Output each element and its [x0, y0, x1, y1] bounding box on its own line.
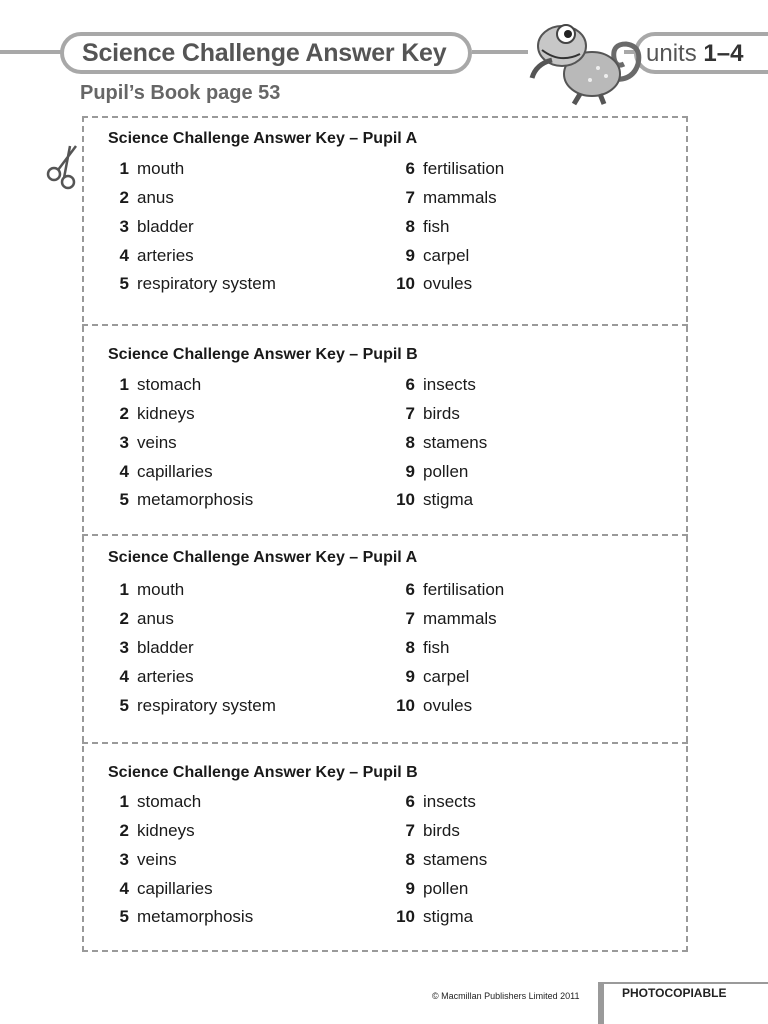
answer-text: bladder: [137, 217, 194, 236]
answer-text: fertilisation: [423, 580, 505, 599]
answer-text: arteries: [137, 667, 194, 686]
section-divider: [82, 534, 688, 536]
copyright-notice: © Macmillan Publishers Limited 2011: [432, 991, 580, 1001]
answer-number: 4: [119, 879, 129, 898]
answer-number: 10: [396, 490, 415, 509]
answer-text: fish: [423, 638, 450, 657]
answer-text: fish: [423, 217, 450, 236]
answer-item: [119, 462, 213, 484]
answer-text: mammals: [423, 188, 497, 207]
page-title-frame: [60, 32, 472, 74]
answer-number: 1: [119, 580, 129, 599]
section-divider: [82, 742, 688, 744]
answer-item: [405, 821, 460, 843]
answer-item: [119, 404, 195, 426]
answer-text: stomach: [137, 792, 202, 811]
answer-number: 3: [119, 217, 129, 236]
answer-number: 1: [119, 375, 129, 394]
answer-text: stigma: [423, 490, 474, 509]
answer-item: [119, 433, 177, 455]
answer-text: stamens: [423, 850, 488, 869]
section-title: Science Challenge Answer Key – Pupil A: [108, 549, 418, 566]
answer-item: [405, 580, 505, 602]
answer-text: bladder: [137, 638, 194, 657]
answer-item: [405, 246, 470, 268]
answer-number: 5: [119, 490, 129, 509]
answer-item: [119, 907, 254, 929]
answer-text: metamorphosis: [137, 907, 254, 926]
answer-text: stomach: [137, 375, 202, 394]
answer-item: [119, 792, 202, 814]
answer-text: stamens: [423, 433, 488, 452]
answer-number: 7: [405, 609, 415, 628]
answer-text: carpel: [423, 246, 470, 265]
section-title: Science Challenge Answer Key – Pupil A: [108, 130, 418, 147]
answer-text: mouth: [137, 159, 185, 178]
answer-number: 6: [405, 580, 415, 599]
answer-number: 10: [396, 696, 415, 715]
answer-item: [119, 246, 194, 268]
answer-text: anus: [137, 609, 174, 628]
answer-text: kidneys: [137, 404, 195, 423]
answer-item: [405, 638, 450, 660]
section-title: Science Challenge Answer Key – Pupil B: [108, 764, 418, 781]
answer-number: 5: [119, 907, 129, 926]
answer-item: [405, 188, 497, 210]
answer-item: [119, 217, 194, 239]
answer-number: 6: [405, 792, 415, 811]
photocopiable-label: PHOTOCOPIABLE: [622, 986, 727, 1000]
answer-item: [119, 159, 185, 181]
section-divider: [82, 324, 688, 326]
answer-item: [396, 274, 473, 296]
answer-item: [119, 638, 194, 660]
answer-number: 1: [119, 792, 129, 811]
answer-text: respiratory system: [137, 274, 276, 293]
answer-text: respiratory system: [137, 696, 276, 715]
answer-text: birds: [423, 404, 460, 423]
answer-item: [396, 490, 474, 512]
answer-number: 10: [396, 907, 415, 926]
answer-item: [405, 433, 488, 455]
answer-item: [119, 879, 213, 901]
answer-text: pollen: [423, 879, 469, 898]
answer-number: 5: [119, 274, 129, 293]
answer-item: [405, 792, 476, 814]
answer-item: [405, 850, 488, 872]
scissors-icon: [44, 142, 84, 192]
answer-text: stigma: [423, 907, 474, 926]
answer-number: 8: [405, 433, 415, 452]
units-badge: [634, 32, 768, 74]
answer-item: [396, 907, 474, 929]
answer-number: 1: [119, 159, 129, 178]
answer-number: 10: [396, 274, 415, 293]
answer-number: 5: [119, 696, 129, 715]
answer-number: 9: [405, 462, 415, 481]
answer-number: 7: [405, 188, 415, 207]
answer-text: birds: [423, 821, 460, 840]
section-title: Science Challenge Answer Key – Pupil B: [108, 346, 418, 363]
answer-number: 3: [119, 433, 129, 452]
answer-text: anus: [137, 188, 174, 207]
answer-item: [405, 609, 497, 631]
answer-number: 9: [405, 879, 415, 898]
answer-item: [119, 667, 194, 689]
page-subtitle: Pupil’s Book page 53: [80, 82, 281, 104]
answer-number: 2: [119, 609, 129, 628]
photocopiable-badge: [598, 982, 768, 1024]
answer-text: capillaries: [137, 462, 213, 481]
answer-number: 4: [119, 462, 129, 481]
answer-text: capillaries: [137, 879, 213, 898]
answer-text: insects: [423, 375, 476, 394]
answer-number: 9: [405, 246, 415, 265]
answer-item: [119, 375, 202, 397]
answer-number: 4: [119, 246, 129, 265]
chameleon-mascot-icon: [522, 12, 646, 108]
answer-item: [119, 188, 174, 210]
answer-number: 4: [119, 667, 129, 686]
units-range: 1–4: [703, 40, 744, 67]
units-label: [646, 40, 743, 68]
answer-text: metamorphosis: [137, 490, 254, 509]
answer-number: 8: [405, 850, 415, 869]
answer-item: [405, 879, 469, 901]
answer-number: 8: [405, 638, 415, 657]
answer-number: 7: [405, 404, 415, 423]
answer-number: 3: [119, 638, 129, 657]
answer-number: 9: [405, 667, 415, 686]
answer-number: 2: [119, 188, 129, 207]
answer-text: mouth: [137, 580, 185, 599]
header-rule-middle: [472, 50, 528, 54]
answer-text: veins: [137, 433, 177, 452]
page-title: Science Challenge Answer Key: [82, 39, 447, 67]
answer-text: kidneys: [137, 821, 195, 840]
answer-item: [119, 274, 276, 296]
answer-text: fertilisation: [423, 159, 505, 178]
answer-item: [405, 159, 505, 181]
answer-text: pollen: [423, 462, 469, 481]
answer-number: 7: [405, 821, 415, 840]
answer-text: ovules: [423, 274, 473, 293]
answer-item: [405, 404, 460, 426]
units-prefix: units: [646, 40, 704, 67]
answer-number: 2: [119, 404, 129, 423]
answer-item: [119, 609, 174, 631]
answer-text: carpel: [423, 667, 470, 686]
answer-text: mammals: [423, 609, 497, 628]
answer-item: [119, 821, 195, 843]
answer-item: [119, 490, 254, 512]
answer-item: [396, 696, 473, 718]
answer-number: 2: [119, 821, 129, 840]
answer-number: 3: [119, 850, 129, 869]
answer-number: 6: [405, 375, 415, 394]
answer-item: [119, 850, 177, 872]
answer-text: insects: [423, 792, 476, 811]
answer-item: [119, 696, 276, 718]
answer-text: ovules: [423, 696, 473, 715]
answer-item: [119, 580, 185, 602]
answer-item: [405, 375, 476, 397]
answer-item: [405, 217, 450, 239]
answer-text: veins: [137, 850, 177, 869]
answer-number: 8: [405, 217, 415, 236]
answer-number: 6: [405, 159, 415, 178]
answer-text: arteries: [137, 246, 194, 265]
header-rule-left: [0, 50, 62, 54]
answer-item: [405, 462, 469, 484]
answer-item: [405, 667, 470, 689]
